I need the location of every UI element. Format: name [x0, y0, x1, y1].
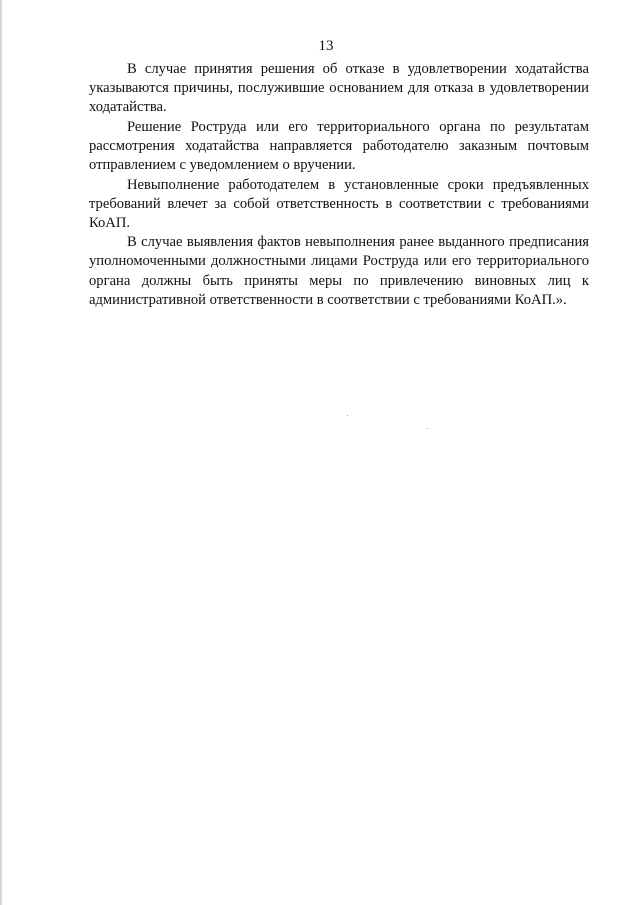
- scan-speck: [427, 428, 428, 429]
- scan-speck: [347, 415, 348, 416]
- document-body: [89, 60, 589, 310]
- paragraph-non-compliance-liability: Невыполнение работодателем в установленные сроки предъявленных требований влечет за собой ответственность в соответствии с требованиями КоАП.: [89, 176, 589, 231]
- scan-edge: [0, 0, 2, 905]
- page-number: 13: [318, 38, 334, 54]
- paragraph-decision-delivery: Решение Роструда или его территориального органа по результатам рассмотрения ходатайства направляется работодателю заказным почтовым отправлением с уведомлением о вручении.: [89, 118, 589, 173]
- paragraph-refusal-reasons: В случае принятия решения об отказе в удовлетворении ходатайства указываются причины, послужившие основанием для отказа в удовлетворении ходатайства.: [89, 61, 589, 116]
- paragraph-unfulfilled-order-measures: В случае выявления фактов невыполнения ранее выданного предписания уполномоченными должностными лицами Роструда или его территориального органа должны быть приняты меры по привлечению виновных лиц к административной ответственности в соответствии с требованиями КоАП.».: [89, 234, 589, 308]
